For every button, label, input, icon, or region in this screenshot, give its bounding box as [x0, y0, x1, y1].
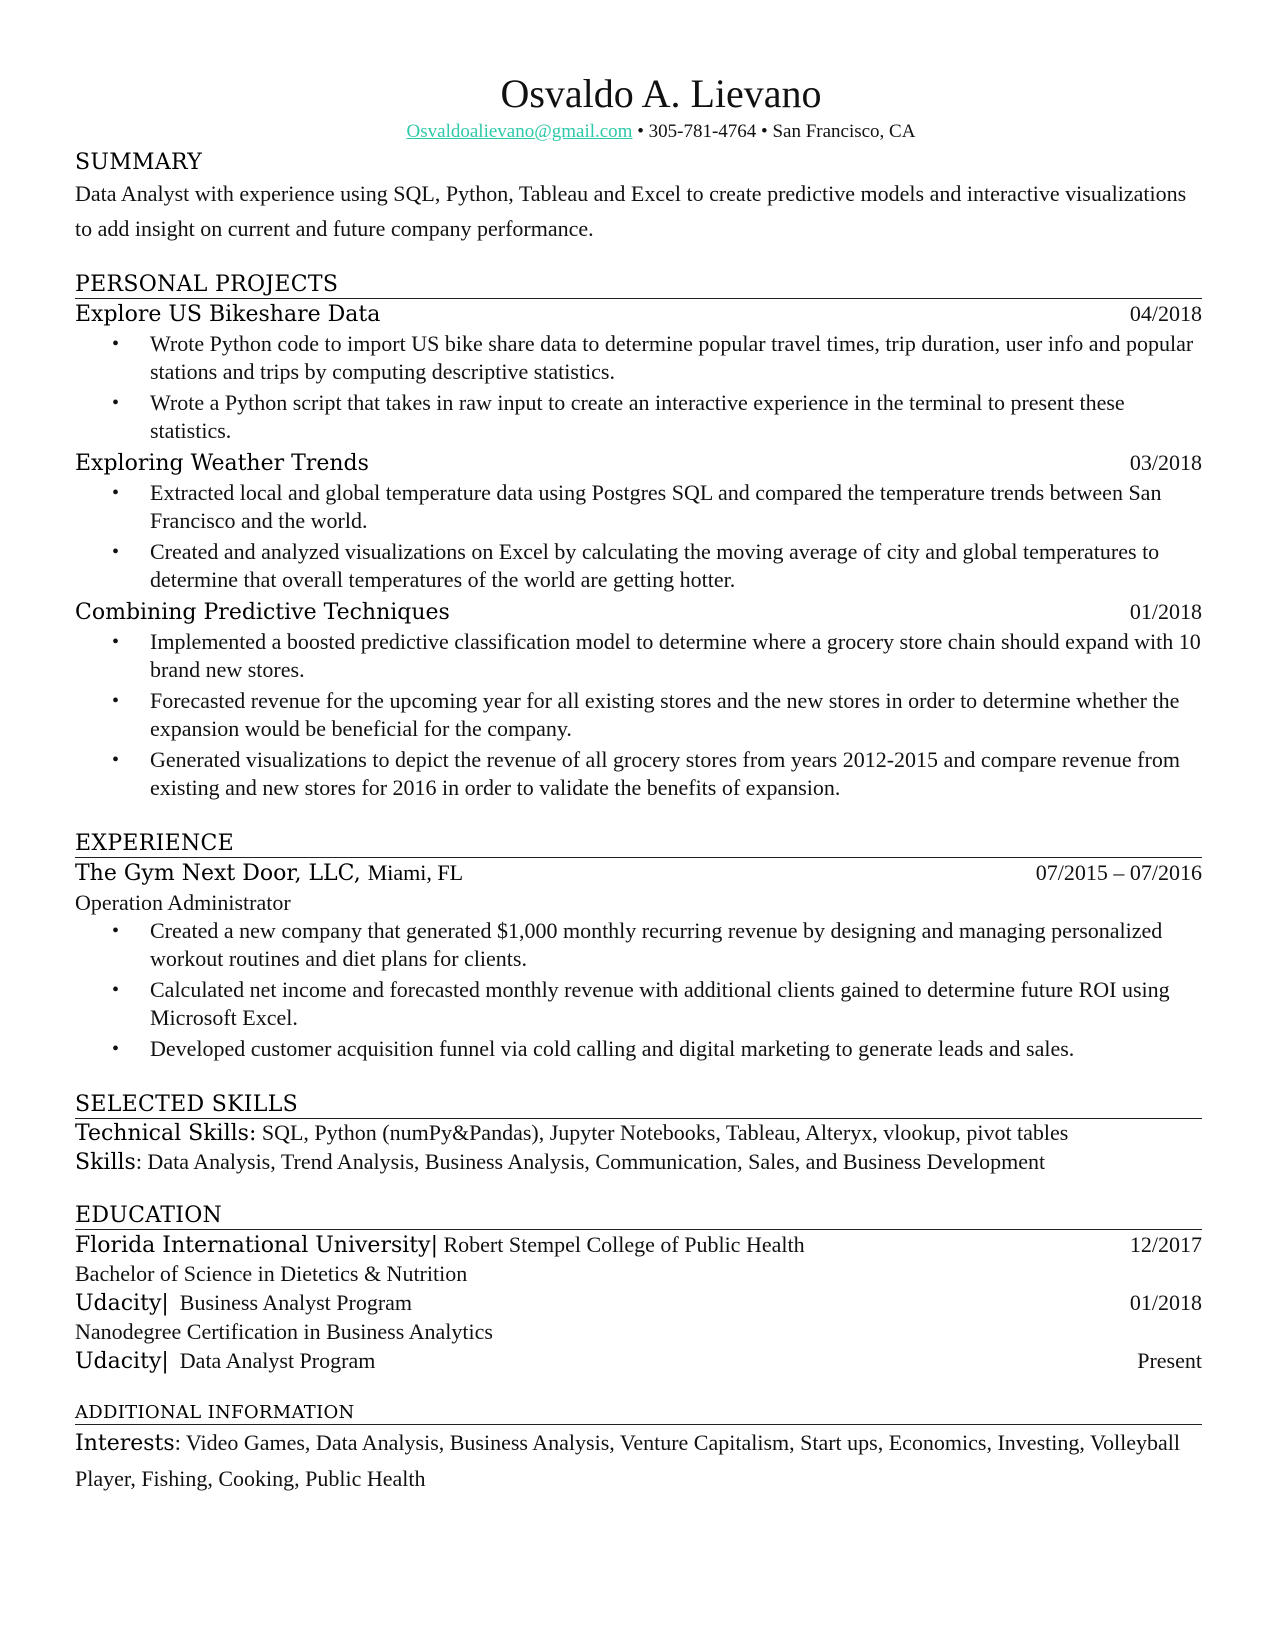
projects-heading: PERSONAL PROJECTS — [75, 272, 1202, 299]
bullet-icon: • — [112, 920, 120, 942]
skills-label: Skills — [75, 1150, 136, 1175]
education-date: 12/2017 — [1129, 1232, 1202, 1257]
skills-line — [75, 1148, 1202, 1177]
bullet-icon: • — [112, 392, 120, 414]
project-bullets — [75, 330, 1202, 445]
education-detail: Bachelor of Science in Dietetics & Nutrition — [75, 1261, 468, 1286]
resume-content — [75, 70, 1202, 1496]
education-item — [75, 1288, 1202, 1318]
bullet-text: Forecasted revenue for the upcoming year for all existing stores and the new stores in order to determine whether the expansion would be beneficial for the company. — [150, 688, 1180, 741]
pipe-separator: | — [430, 1233, 438, 1258]
bullet-text: Extracted local and global temperature data using Postgres SQL and compared the temperature trends between San Francisco and the world. — [150, 480, 1162, 533]
bullet-icon: • — [112, 690, 120, 712]
interests-label: Interests — [75, 1431, 175, 1456]
project-item — [75, 299, 1202, 445]
bullet-icon: • — [112, 749, 120, 771]
education-item — [75, 1230, 1202, 1260]
bullet-item — [75, 389, 1202, 445]
job-role: Operation Administrator — [75, 890, 291, 915]
bullet-text: Created and analyzed visualizations on Excel by calculating the moving average of city and global temperatures to determine that overall temperatures of the world are getting hotter. — [150, 539, 1160, 592]
skills-value: : Data Analysis, Trend Analysis, Business Analysis, Communication, Sales, and Business Development — [135, 1149, 1046, 1174]
technical-skills-line — [75, 1119, 1202, 1148]
bullet-item — [75, 479, 1202, 535]
interests-value: : Video Games, Data Analysis, Business Analysis, Venture Capitalism, Start ups, Economics, Investing, Volleyball Player, Fishing, Cooking, Public Health — [75, 1430, 1180, 1491]
location-text: San Francisco, CA — [772, 121, 916, 142]
summary-heading: SUMMARY — [75, 150, 203, 175]
school-name: Udacity — [75, 1349, 162, 1374]
bullet-item — [75, 976, 1202, 1032]
education-detail: Nanodegree Certification in Business Analytics — [75, 1319, 493, 1344]
bullet-text: Wrote a Python script that takes in raw input to create an interactive experience in the terminal to present these statistics. — [150, 390, 1125, 443]
education-heading: EDUCATION — [75, 1203, 1202, 1230]
project-date: 01/2018 — [1129, 599, 1202, 624]
pipe-separator: | — [161, 1291, 169, 1316]
bullet-item — [75, 917, 1202, 973]
bullet-item — [75, 330, 1202, 386]
project-title: Combining Predictive Techniques — [75, 600, 450, 625]
bullet-icon: • — [112, 1038, 120, 1060]
technical-skills-value: SQL, Python (numPy&Pandas), Jupyter Notebooks, Tableau, Alteryx, vlookup, pivot tables — [261, 1120, 1069, 1145]
bullet-item — [75, 538, 1202, 594]
bullet-text: Generated visualizations to depict the revenue of all grocery stores from years 2012-2015 and compare revenue from existing and new stores for 2016 in order to validate the benefits of expansion. — [150, 747, 1180, 800]
project-date: 03/2018 — [1129, 450, 1202, 475]
separator-dot: • — [637, 121, 644, 142]
summary-text: Data Analyst with experience using SQL, Python, Tableau and Excel to create predictive models and interactive visualizations to add insight on current and future company performance. — [75, 181, 1187, 241]
skills-heading: SELECTED SKILLS — [75, 1092, 1202, 1119]
education-item — [75, 1346, 1202, 1376]
bullet-icon: • — [112, 333, 120, 355]
candidate-name: Osvaldo A. Lievano — [500, 71, 822, 116]
bullet-text: Wrote Python code to import US bike share data to determine popular travel times, trip duration, user info and popular stations and trips by computing descriptive statistics. — [150, 331, 1194, 384]
bullet-text: Developed customer acquisition funnel via cold calling and digital marketing to generate leads and sales. — [150, 1036, 1075, 1061]
project-bullets — [75, 628, 1202, 802]
job-heading — [75, 858, 463, 889]
technical-skills-label: Technical Skills: — [75, 1121, 257, 1146]
education-date: Present — [1137, 1348, 1202, 1373]
project-item — [75, 597, 1202, 802]
bullet-text: Created a new company that generated $1,000 monthly recurring revenue by designing and managing personalized workout routines and diet plans for clients. — [150, 918, 1163, 971]
company-name: The Gym Next Door, LLC, — [75, 861, 361, 886]
program-name: Business Analyst Program — [179, 1290, 413, 1315]
project-title: Explore US Bikeshare Data — [75, 302, 381, 327]
project-bullets — [75, 479, 1202, 594]
bullet-item — [75, 687, 1202, 743]
program-name: Robert Stempel College of Public Health — [443, 1232, 805, 1257]
project-title: Exploring Weather Trends — [75, 451, 369, 476]
project-item — [75, 448, 1202, 594]
project-date: 04/2018 — [1129, 301, 1202, 326]
bullet-text: Implemented a boosted predictive classification model to determine where a grocery store chain should expand with 10 brand new stores. — [150, 629, 1201, 682]
bullet-icon: • — [112, 482, 120, 504]
bullet-icon: • — [112, 979, 120, 1001]
pipe-separator: | — [161, 1349, 169, 1374]
additional-heading: ADDITIONAL INFORMATION — [75, 1402, 1202, 1425]
separator-dot: • — [761, 121, 768, 142]
program-name: Data Analyst Program — [179, 1348, 376, 1373]
education-date: 01/2018 — [1129, 1290, 1202, 1315]
phone-number: 305-781-4764 — [648, 121, 757, 142]
school-name: Udacity — [75, 1291, 162, 1316]
job-date: 07/2015 – 07/2016 — [1035, 860, 1202, 885]
email-link[interactable]: Osvaldoalievano@gmail.com — [406, 121, 633, 142]
bullet-icon: • — [112, 541, 120, 563]
bullet-text: Calculated net income and forecasted monthly revenue with additional clients gained to determine future ROI using Microsoft Excel. — [150, 977, 1170, 1030]
bullet-item — [75, 746, 1202, 802]
school-name: Florida International University — [75, 1233, 431, 1258]
company-location: Miami, FL — [367, 860, 464, 885]
experience-heading: EXPERIENCE — [75, 831, 1202, 858]
experience-bullets — [75, 917, 1202, 1063]
bullet-item — [75, 628, 1202, 684]
bullet-icon: • — [112, 631, 120, 653]
bullet-item — [75, 1035, 1202, 1063]
interests-line — [75, 1425, 1202, 1496]
contact-line — [75, 120, 1202, 144]
